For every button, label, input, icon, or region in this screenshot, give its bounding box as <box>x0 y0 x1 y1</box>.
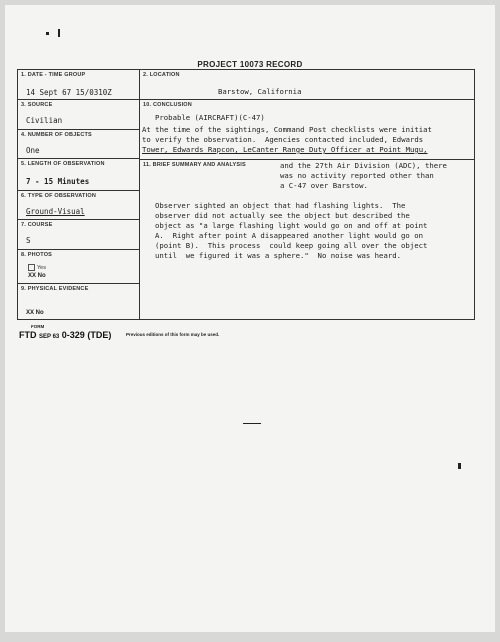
length-of-observation-label: 5. LENGTH OF OBSERVATION <box>21 161 105 167</box>
type-of-observation-value: Ground-Visual <box>26 207 85 216</box>
location-value: Barstow, California <box>218 87 302 96</box>
left-column <box>18 70 140 319</box>
date-time-group-cell <box>18 70 139 100</box>
form-title: PROJECT 10073 RECORD <box>197 60 303 69</box>
summary-inline-line: a C-47 over Barstow. <box>280 181 368 190</box>
scan-speck <box>458 463 461 469</box>
brief-summary-label: 11. BRIEF SUMMARY AND ANALYSIS <box>143 162 246 168</box>
conclusion-line: Tower, Edwards Rapcon, LeCanter Range Duty Officer at Point Mugu, <box>142 145 428 154</box>
summary-body-line: (point B). This process could keep going all over the object <box>155 241 428 250</box>
form-code: 0-329 <box>61 330 85 340</box>
location-cell <box>140 70 474 100</box>
previous-editions-note: Previous editions of this form may be used. <box>126 332 220 337</box>
ftd-label: FTD <box>19 330 37 340</box>
course-label: 7. COURSE <box>21 222 53 228</box>
photos-yes-option <box>28 264 46 271</box>
type-of-observation-cell <box>18 191 139 220</box>
number-of-objects-cell <box>18 130 139 159</box>
physical-evidence-cell <box>18 284 139 321</box>
scan-speck <box>58 29 60 37</box>
type-of-observation-label: 6. TYPE OF OBSERVATION <box>21 193 96 199</box>
physical-evidence-no-option: XX No <box>26 310 44 316</box>
number-of-objects-label: 4. NUMBER OF OBJECTS <box>21 132 92 138</box>
source-label: 3. SOURCE <box>21 102 53 108</box>
scan-speck <box>243 423 261 424</box>
length-of-observation-cell <box>18 159 139 191</box>
summary-body-line: A. Right after point A disappeared another light would go on <box>155 231 423 240</box>
scan-speck <box>46 32 49 35</box>
number-of-objects-value: One <box>26 146 40 155</box>
photos-yes-checkbox <box>28 264 35 271</box>
summary-inline-line: was no activity reported other than <box>280 171 434 180</box>
summary-body-line: Observer sighted an object that had flashing lights. The <box>155 201 406 210</box>
form-tde: (TDE) <box>87 330 112 340</box>
summary-body-line: until we figured it was a sphere." No noise was heard. <box>155 251 402 260</box>
length-of-observation-value: 7 - 15 Minutes <box>26 177 90 186</box>
location-label: 2. LOCATION <box>143 72 180 78</box>
date-time-group-label: 1. DATE - TIME GROUP <box>21 72 86 78</box>
form-word: FORM <box>31 324 45 329</box>
document-page <box>5 5 495 632</box>
summary-body-line: object as "a large flashing light would go on and off at point <box>155 221 428 230</box>
photos-cell <box>18 250 139 284</box>
photos-yes-label: Yes <box>37 264 46 271</box>
summary-body-line: observer did not actually see the object but described the <box>155 211 410 220</box>
conclusion-line: to verify the observation. Agencies contacted included, Edwards <box>142 135 424 144</box>
record-form <box>17 69 475 320</box>
form-date: SEP 63 <box>39 334 60 340</box>
summary-inline-line: and the 27th Air Division (ADC), there <box>280 161 447 170</box>
right-column <box>140 70 474 319</box>
photos-no-option: XX No <box>28 273 46 279</box>
photos-label: 8. PHOTOS <box>21 252 53 258</box>
course-value: S <box>26 236 31 245</box>
conclusion-line: Probable (AIRCRAFT)(C-47) <box>155 113 265 122</box>
source-cell <box>18 100 139 130</box>
conclusion-label: 10. CONCLUSION <box>143 102 192 108</box>
source-value: Civilian <box>26 116 63 125</box>
form-number <box>19 330 111 340</box>
brief-summary-cell <box>140 160 474 321</box>
physical-evidence-label: 9. PHYSICAL EVIDENCE <box>21 286 89 292</box>
date-time-group-value: 14 Sept 67 15/0310Z <box>26 88 112 97</box>
conclusion-cell <box>140 100 474 160</box>
conclusion-line: At the time of the sightings, Command Post checklists were initiat <box>142 125 432 134</box>
course-cell <box>18 220 139 250</box>
